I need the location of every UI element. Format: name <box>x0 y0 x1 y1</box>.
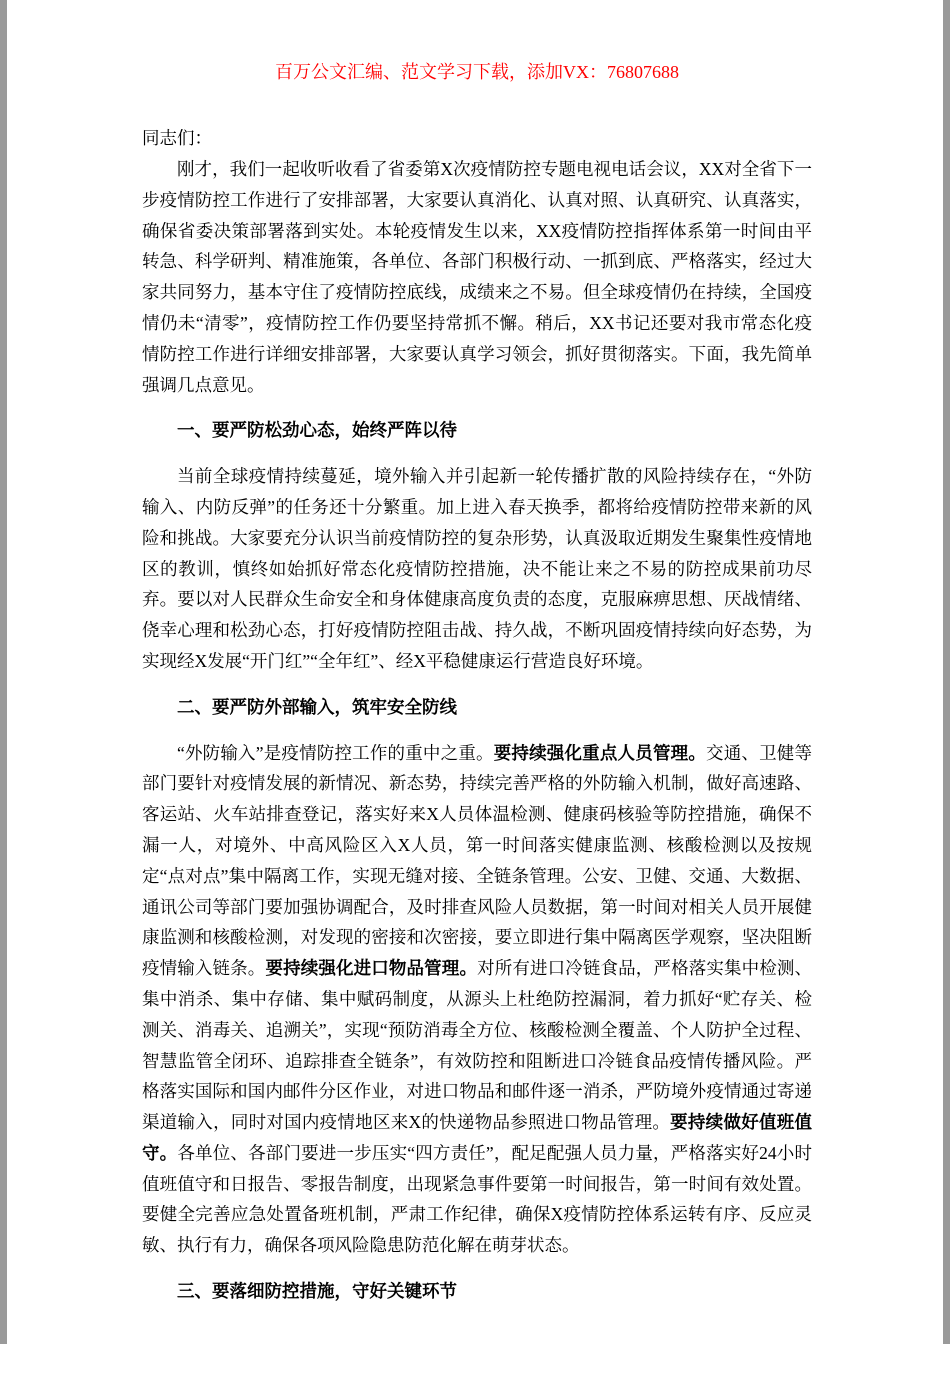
section2-run-0: “外防输入”是疫情防控工作的重中之重。 <box>177 742 494 763</box>
promo-banner: 百万公文汇编、范文学习下载，添加VX：76807688 <box>275 62 679 82</box>
page-left-border <box>0 0 7 1344</box>
section1-paragraph: 当前全球疫情持续蔓延，境外输入并引起新一轮传播扩散的风险持续存在，“外防输入、内防反弹”的任务还十分繁重。加上进入春天换季，都将给疫情防控带来新的风险和挑战。大家要充分认识当前疫情防控的复杂形势，认真汲取近期发生聚集性疫情地区的教训，慎终如始抓好常态化疫情防控措施，决不能让来之不易的防控成果前功尽弃。要以对人民群众生命安全和身体健康高度负责的态度，克服麻痹思想、厌战情绪、侥幸心理和松劲心态，打好疫情防控阻击战、持久战，不断巩固疫情持续向好态势，为实现经X发展“开门红”“全年红”、经X平稳健康运行营造良好环境。 <box>142 466 812 671</box>
salutation: 同志们： <box>142 128 212 149</box>
section2-run-5-bold: 要持续做好值班值守。 <box>142 1112 813 1163</box>
section2-run-1-bold: 要持续强化重点人员管理。 <box>493 742 707 763</box>
intro-paragraph: 刚才，我们一起收听收看了省委第X次疫情防控专题电视电话会议，XX对全省下一步疫情防控工作进行了安排部署，大家要认真消化、认真对照、认真研究、认真落实，确保省委决策部署落到实处。本轮疫情发生以来，XX疫情防控指挥体系第一时间由平转急、科学研判、精准施策，各单位、各部门积极行动、一抓到底、严格落实，经过大家共同努力，基本守住了疫情防控底线，成绩来之不易。但全球疫情仍在持续，全国疫情仍未“清零”，疫情防控工作仍要坚持常抓不懈。稍后，XX书记还要对我市常态化疫情防控工作进行详细安排部署，大家要认真学习领会，抓好贯彻落实。下面，我先简单强调几点意见。 <box>142 158 812 395</box>
section3-heading: 三、要落细防控措施，守好关键环节 <box>177 1281 457 1302</box>
section1-heading: 一、要严防松劲心态，始终严阵以待 <box>177 420 457 441</box>
section2-run-6: 各单位、各部门要进一步压实“四方责任”，配足配强人员力量，严格落实好24小时值班值守和日报告、零报告制度，出现紧急事件要第一时间报告，第一时间有效处置。要健全完善应急处置备班机制，严肃工作纪律，确保X疫情防控体系运转有序、反应灵敏、执行有力，确保各项风险隐患防范化解在萌芽状态。 <box>142 1142 812 1256</box>
section2-heading: 二、要严防外部输入，筑牢安全防线 <box>177 696 457 717</box>
section2-run-2: 交通、卫健等部门要针对疫情发展的新情况、新态势，持续完善严格的外防输入机制，做好高速路、客运站、火车站排查登记，落实好来X人员体温检测、健康码核验等防控措施，确保不漏一人，对境外、中高风险区入X人员，第一时间落实健康监测、核酸检测以及按规定“点对点”集中隔离工作，实现无缝对接、全链条管理。公安、卫健、交通、大数据、通讯公司等部门要加强协调配合，及时排查风险人员数据，第一时间对相关人员开展健康监测和核酸检测，对发现的密接和次密接，要立即进行集中隔离医学观察，坚决阻断疫情输入链条。 <box>142 742 812 979</box>
page-right-border <box>943 0 950 1344</box>
section2-run-3-bold: 要持续强化进口物品管理。 <box>265 958 478 979</box>
section2-paragraph <box>142 738 812 1262</box>
section2-run-4: 对所有进口冷链食品，严格落实集中检测、集中消杀、集中存储、集中赋码制度，从源头上杜绝防控漏洞，着力抓好“贮存关、检测关、消毒关、追溯关”，实现“预防消毒全方位、核酸检测全覆盖、个人防护全过程、智慧监管全闭环、追踪排查全链条”，有效防控和阻断进口冷链食品疫情传播风险。严格落实国际和国内邮件分区作业，对进口物品和邮件逐一消杀，严防境外疫情通过寄递渠道输入，同时对国内疫情地区来X的快递物品参照进口物品管理。 <box>142 958 813 1133</box>
